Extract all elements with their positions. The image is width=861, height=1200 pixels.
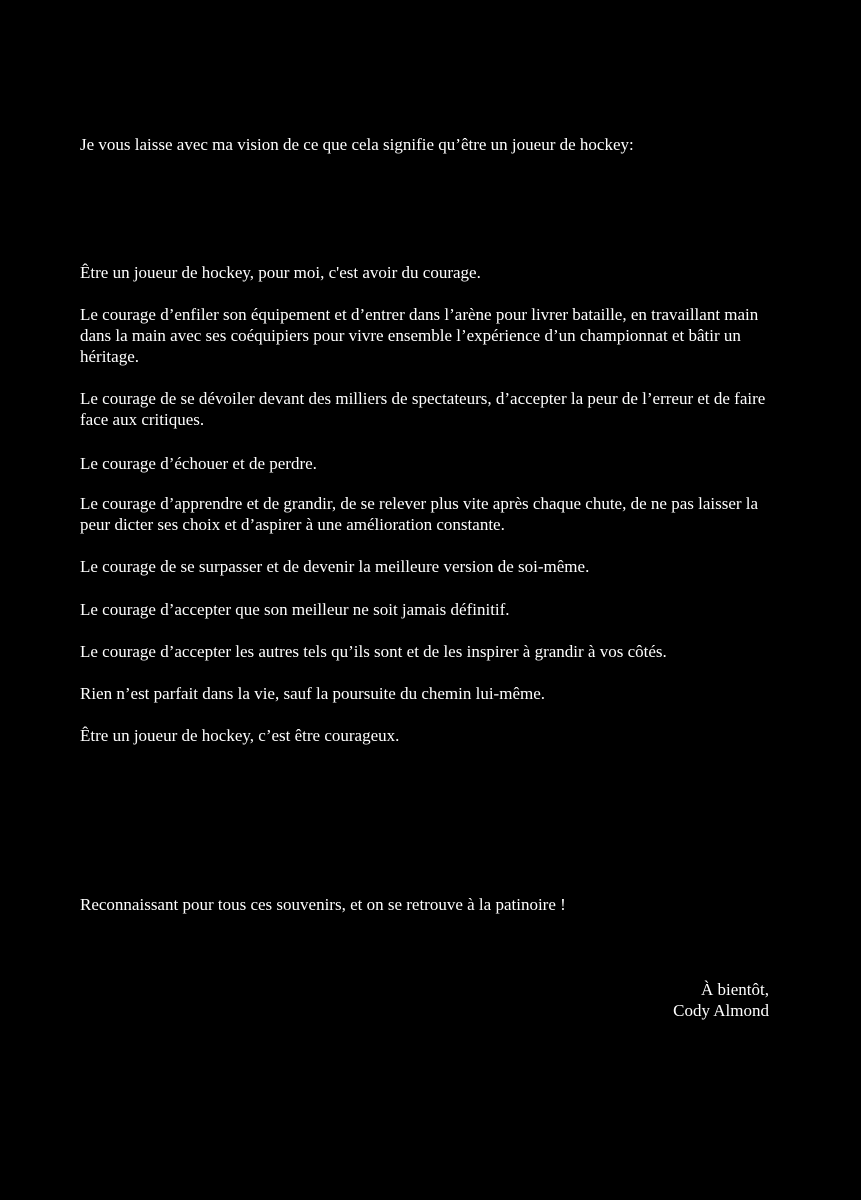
paragraph-3: Le courage de se dévoiler devant des milliers de spectateurs, d’accepter la peur de l’erreur et de faire face aux critiques. xyxy=(80,389,766,429)
paragraph-2: Le courage d’enfiler son équipement et d’entrer dans l’arène pour livrer bataille, en travaillant main dans la main avec ses coéquipiers pour vivre ensemble l’expérience d’un championnat et bâtir un héritage. xyxy=(80,305,759,366)
paragraph-7: Le courage d’accepter que son meilleur ne soit jamais définitif. xyxy=(80,600,510,619)
author-name: Cody Almond xyxy=(673,1001,769,1020)
closing-line: Reconnaissant pour tous ces souvenirs, et on se retrouve à la patinoire ! xyxy=(80,895,566,914)
paragraph-8: Le courage d’accepter les autres tels qu’ils sont et de les inspirer à grandir à vos côtés. xyxy=(80,642,667,661)
paragraph-6: Le courage de se surpasser et de devenir la meilleure version de soi-même. xyxy=(80,557,590,576)
paragraph-4: Le courage d’échouer et de perdre. xyxy=(80,454,317,473)
paragraph-9: Rien n’est parfait dans la vie, sauf la poursuite du chemin lui-même. xyxy=(80,684,546,703)
paragraph-10: Être un joueur de hockey, c’est être courageux. xyxy=(80,726,400,745)
signoff: À bientôt, xyxy=(701,980,769,999)
intro-line: Je vous laisse avec ma vision de ce que cela signifie qu’être un joueur de hockey: xyxy=(80,135,634,154)
paragraph-5: Le courage d’apprendre et de grandir, de se relever plus vite après chaque chute, de ne pas laisser la peur dicter ses choix et d’aspirer à une amélioration constante. xyxy=(80,494,759,534)
paragraph-1: Être un joueur de hockey, pour moi, c'est avoir du courage. xyxy=(80,263,481,282)
